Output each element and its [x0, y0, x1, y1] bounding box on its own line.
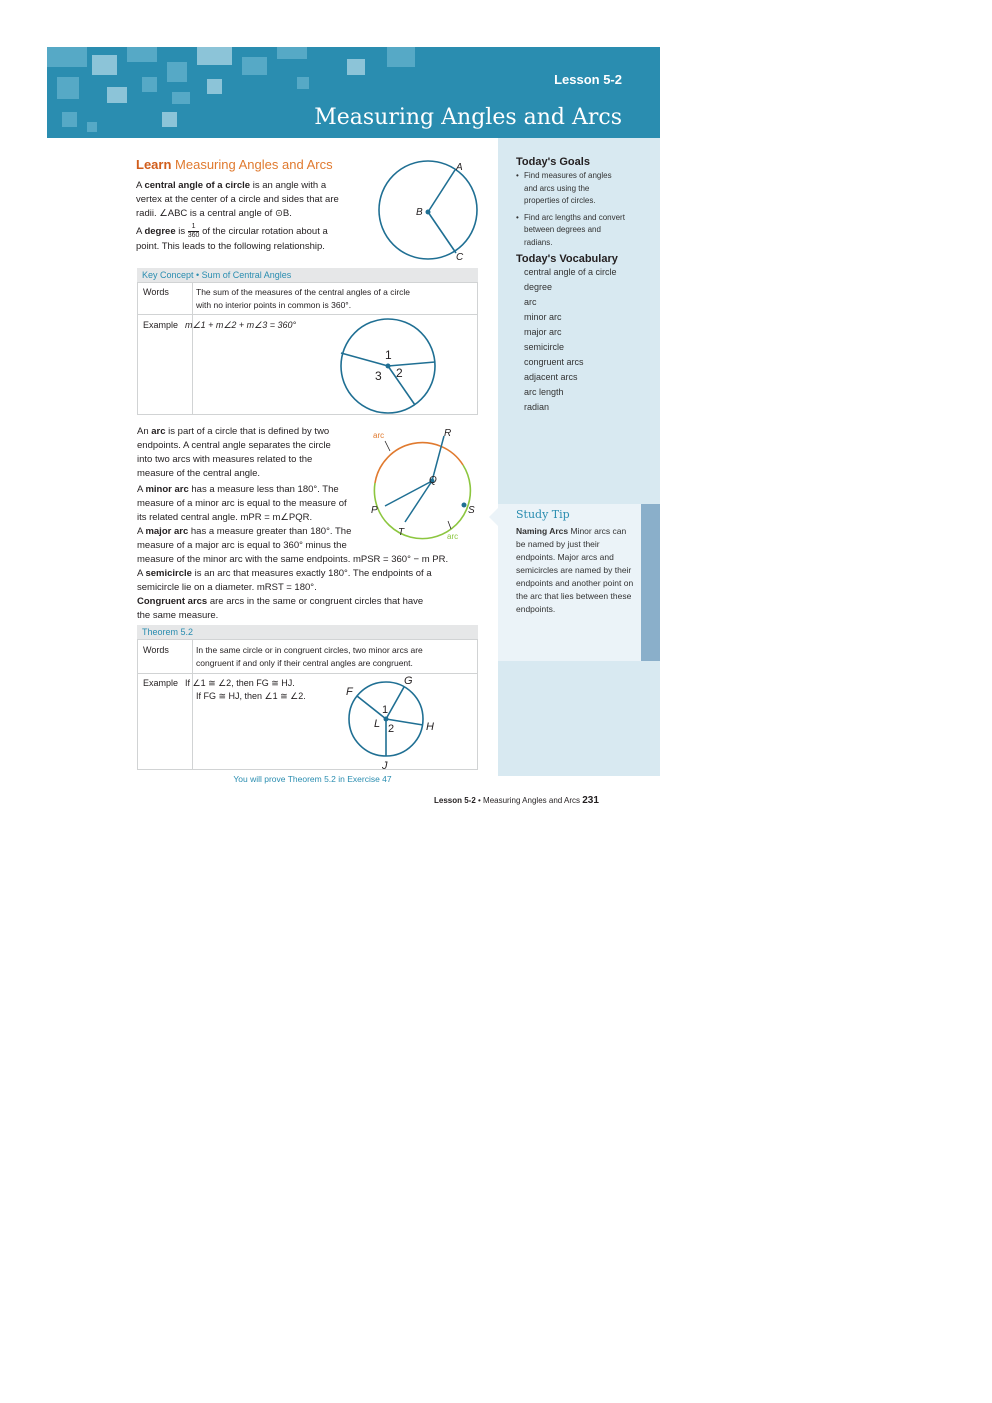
text-run: A	[137, 526, 146, 537]
vocab-item: degree	[524, 282, 553, 292]
text-run: A	[136, 180, 145, 191]
text-run: are arcs in the same or congruent circles that have	[207, 596, 424, 607]
text-line: measure of the central angle.	[137, 468, 261, 479]
key-concept-box	[137, 282, 478, 415]
sum-central-angles-figure	[333, 316, 443, 416]
vocab-item: congruent arcs	[524, 357, 584, 367]
banner-pattern-tile	[142, 77, 157, 92]
term-arc: arc	[151, 426, 166, 437]
label-f: F	[346, 686, 353, 698]
text-run: is	[175, 226, 188, 238]
page-number: 231	[582, 795, 599, 806]
text-run: The sum of the measures of the central angles of a circle	[196, 287, 411, 297]
theorem-example	[185, 677, 306, 703]
vocab-item: arc length	[524, 387, 564, 397]
fraction	[188, 223, 200, 240]
footer-lesson: Lesson 5-2	[434, 796, 476, 805]
label-g: G	[404, 675, 413, 687]
vocab-item: major arc	[524, 327, 562, 337]
text-run: is an angle with a	[250, 180, 327, 191]
text-run: radii. ∠ABC is a central angle of ⊙B.	[136, 208, 292, 219]
text-line: semicircle lie on a diameter. mRST = 180°.	[137, 582, 317, 593]
arc-pointer	[385, 441, 390, 451]
text-run: A	[137, 484, 146, 495]
text-run: vertex at the center of a circle and sides that are	[136, 194, 339, 205]
theorem-figure	[343, 673, 443, 773]
text-line: its related central angle. mPR = m∠PQR.	[137, 512, 313, 523]
term-major-arc: major arc	[145, 526, 189, 537]
text-line: measure of a major arc is equal to 360° minus the	[137, 540, 347, 551]
minor-arc-pr	[375, 443, 463, 483]
label-r: R	[444, 428, 452, 439]
theorem-words	[196, 644, 423, 670]
label-a: A	[456, 162, 463, 173]
study-tip-pointer	[489, 508, 498, 526]
footer-title: Measuring Angles and Arcs	[483, 796, 580, 805]
study-tip-bar	[641, 504, 660, 661]
goals-title: Today's Goals	[516, 156, 590, 168]
degree-definition	[136, 223, 376, 254]
center-point-b	[426, 210, 431, 215]
radius-lg	[386, 687, 404, 719]
text-run: has a measure greater than 180°. The	[188, 526, 352, 537]
angle-label-2: 2	[396, 366, 403, 380]
goal-item: • Find arc lengths and convert between degrees and radians.	[516, 212, 629, 250]
theorem-header: Theorem 5.2	[137, 625, 478, 639]
sidebar	[498, 138, 660, 776]
radius-ba	[428, 170, 455, 212]
study-tip	[498, 504, 660, 661]
banner-pattern-tile	[197, 47, 232, 65]
banner-pattern-tile	[47, 47, 87, 67]
vocab-item: radian	[524, 402, 550, 412]
central-angle-figure	[370, 155, 480, 265]
key-concept-example: m∠1 + m∠2 + m∠3 = 360°	[185, 320, 297, 330]
text-run: A	[136, 226, 145, 238]
radius-qt	[405, 481, 432, 522]
label-q: Q	[429, 475, 437, 486]
central-angle-definition	[136, 179, 376, 221]
page-footer	[434, 795, 599, 806]
label-j: J	[382, 760, 388, 772]
banner-pattern-tile	[167, 62, 187, 82]
text-line: the same measure.	[137, 610, 219, 621]
study-tip-term: Naming Arcs	[516, 526, 569, 536]
banner-pattern-tile	[107, 87, 127, 103]
fraction-numerator: 1	[188, 223, 200, 232]
banner-pattern-tile	[297, 77, 309, 89]
radius-qp	[385, 481, 432, 506]
banner-pattern-tile	[172, 92, 190, 104]
text-run: point. This leads to the following relationship.	[136, 241, 325, 252]
term-semicircle: semicircle	[145, 568, 192, 579]
banner-pattern-tile	[92, 55, 117, 75]
banner-pattern-tile	[62, 112, 77, 127]
learn-keyword: Learn	[136, 157, 172, 172]
vocab-item: central angle of a circle	[524, 267, 617, 277]
text-run: If FG ≅ HJ, then ∠1 ≅ ∠2.	[196, 691, 306, 701]
label-h: H	[426, 721, 434, 733]
text-run: is an arc that measures exactly 180°. The endpoints of a	[191, 568, 432, 579]
learn-title: Measuring Angles and Arcs	[175, 157, 333, 172]
column-divider	[192, 640, 193, 769]
text-run: of the circular rotation about a	[199, 226, 328, 238]
arc-pointer	[448, 521, 451, 529]
text-run: is part of a circle that is defined by two	[165, 426, 330, 437]
lesson-title: Measuring Angles and Arcs	[314, 105, 622, 130]
vocab-item: arc	[524, 297, 537, 307]
lesson-number: Lesson 5-2	[554, 72, 622, 87]
example-label: Example	[143, 678, 179, 688]
vocab-item: adjacent arcs	[524, 372, 578, 382]
radius-1	[341, 353, 388, 366]
point-s	[462, 503, 467, 508]
arcs-figure	[365, 425, 485, 545]
exercise-caption: You will prove Theorem 5.2 in Exercise 47	[233, 774, 392, 784]
text-line: into two arcs with measures related to the	[137, 454, 313, 465]
words-label: Words	[143, 645, 169, 655]
text-run: An	[137, 426, 152, 437]
vocab-title: Today's Vocabulary	[516, 253, 618, 265]
angle-label-3: 3	[375, 369, 382, 383]
banner-pattern-tile	[207, 79, 222, 94]
label-p: P	[371, 505, 378, 516]
text-run: A	[137, 568, 146, 579]
label-b: B	[416, 207, 423, 218]
term-congruent-arcs: Congruent arcs	[137, 596, 208, 607]
text-line: measure of a minor arc is equal to the measure of	[137, 498, 347, 509]
angle-label-2: 2	[388, 723, 395, 735]
banner-pattern-tile	[127, 47, 157, 62]
angle-label-1: 1	[385, 348, 392, 362]
example-label: Example	[143, 320, 179, 330]
footer-separator: •	[475, 796, 484, 805]
text-line	[137, 595, 477, 609]
todays-goals	[516, 156, 656, 249]
text-run: In the same circle or in congruent circles, two minor arcs are	[196, 645, 423, 655]
text-line: endpoints. A central angle separates the circle	[137, 440, 331, 451]
vocab-item: minor arc	[524, 312, 562, 322]
label-c: C	[456, 252, 464, 263]
key-concept-words	[196, 286, 410, 312]
study-tip-body	[516, 525, 634, 616]
text-run: Minor arcs can be named by just their endpoints. Major arcs and semicircles are named by their endpoints and another point on the arc that lies between these endpoints.	[516, 526, 634, 614]
theorem-box	[137, 639, 478, 770]
fraction-denominator: 360	[187, 232, 200, 239]
term-minor-arc: minor arc	[145, 484, 189, 495]
banner-pattern-tile	[387, 47, 415, 67]
study-tip-title: Study Tip	[516, 508, 570, 521]
text-line: measure of the minor arc with the same endpoints. mPSR = 360° − m PR.	[137, 554, 449, 565]
term-degree: degree	[144, 226, 176, 238]
vocab-item: semicircle	[524, 342, 565, 352]
text-run: has a measure less than 180°. The	[188, 484, 339, 495]
label-arc-major: arc	[447, 532, 459, 541]
banner-pattern-tile	[57, 77, 79, 99]
banner-pattern-tile	[347, 59, 365, 75]
label-t: T	[398, 527, 405, 538]
banner-pattern-tile	[277, 47, 307, 59]
key-concept-header: Key Concept • Sum of Central Angles	[137, 268, 478, 282]
text-run: congruent if and only if their central angles are congruent.	[196, 658, 413, 668]
text-run: If ∠1 ≅ ∠2, then FG ≅ HJ.	[185, 678, 295, 688]
label-arc-minor: arc	[373, 431, 385, 440]
term-central-angle: central angle of a circle	[144, 180, 251, 191]
banner-pattern-tile	[162, 112, 177, 127]
angle-label-1: 1	[382, 704, 389, 716]
banner-pattern-tile	[87, 122, 97, 132]
lesson-banner	[47, 47, 660, 138]
major-arc-psr	[374, 465, 470, 539]
todays-vocabulary	[516, 253, 656, 415]
words-label: Words	[143, 287, 169, 297]
text-line	[137, 567, 477, 581]
banner-pattern-tile	[242, 57, 267, 75]
center-point-l	[384, 717, 389, 722]
center-point	[386, 364, 391, 369]
row-divider	[138, 314, 477, 315]
column-divider	[192, 283, 193, 414]
label-s: S	[468, 505, 475, 516]
goal-item: • Find measures of angles and arcs using the properties of circles.	[516, 170, 624, 208]
learn-heading	[136, 157, 333, 172]
radius-bc	[428, 212, 456, 253]
text-run: with no interior points in common is 360°.	[196, 300, 352, 310]
label-l: L	[374, 718, 381, 730]
